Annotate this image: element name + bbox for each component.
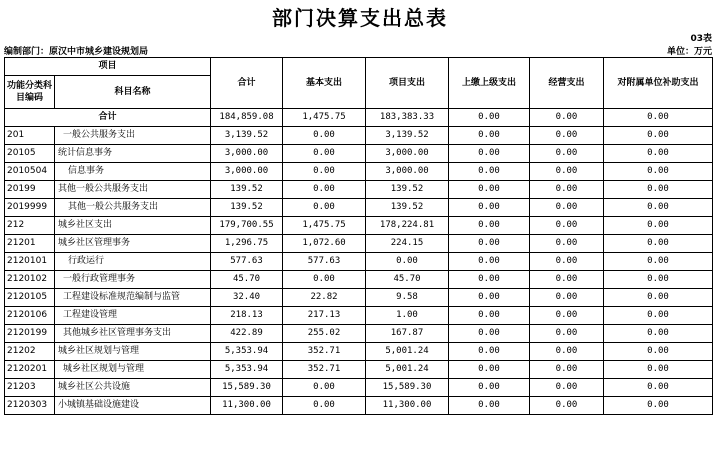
cell-subsidy: 0.00 [604, 289, 713, 307]
cell-project: 3,000.00 [366, 145, 449, 163]
cell-subsidy: 0.00 [604, 343, 713, 361]
cell-code: 2120303 [5, 397, 55, 415]
cell-basic: 0.00 [283, 181, 366, 199]
header-upper: 上缴上级支出 [449, 58, 530, 109]
cell-basic: 352.71 [283, 361, 366, 379]
cell-project: 15,589.30 [366, 379, 449, 397]
cell-code: 2120101 [5, 253, 55, 271]
cell-upper: 0.00 [449, 271, 530, 289]
cell-biz: 0.00 [530, 163, 604, 181]
cell-subsidy: 0.00 [604, 361, 713, 379]
cell-upper: 0.00 [449, 235, 530, 253]
table-row [5, 325, 713, 343]
cell-total: 422.89 [211, 325, 283, 343]
cell-total: 218.13 [211, 307, 283, 325]
cell-subsidy: 0.00 [604, 145, 713, 163]
cell-project: 0.00 [366, 253, 449, 271]
cell-code: 2019999 [5, 199, 55, 217]
cell-name: 城乡社区规划与管理 [55, 361, 211, 379]
total-label: 合计 [5, 109, 211, 127]
cell-code: 212 [5, 217, 55, 235]
cell-upper: 0.00 [449, 127, 530, 145]
cell-name: 其他一般公共服务支出 [55, 199, 211, 217]
cell-subsidy: 0.00 [604, 397, 713, 415]
cell-biz: 0.00 [530, 325, 604, 343]
cell-code: 2120106 [5, 307, 55, 325]
cell-name: 一般行政管理事务 [55, 271, 211, 289]
cell-subsidy: 0.00 [604, 235, 713, 253]
cell-biz: 0.00 [530, 379, 604, 397]
cell-upper: 0.00 [449, 199, 530, 217]
table-row [5, 361, 713, 379]
cell-name: 行政运行 [55, 253, 211, 271]
cell-total: 3,000.00 [211, 145, 283, 163]
cell-project: 178,224.81 [366, 217, 449, 235]
cell-name: 一般公共服务支出 [55, 127, 211, 145]
cell-code: 201 [5, 127, 55, 145]
cell-upper: 0.00 [449, 343, 530, 361]
cell-name: 城乡社区支出 [55, 217, 211, 235]
header-name: 科目名称 [55, 76, 211, 109]
cell-subsidy: 0.00 [604, 271, 713, 289]
header-biz: 经营支出 [530, 58, 604, 109]
cell-subsidy: 0.00 [604, 199, 713, 217]
cell-total: 45.70 [211, 271, 283, 289]
cell-upper: 0.00 [449, 379, 530, 397]
header-basic: 基本支出 [283, 58, 366, 109]
cell-code: 21201 [5, 235, 55, 253]
cell-biz: 0.00 [530, 145, 604, 163]
cell-subsidy: 0.00 [604, 307, 713, 325]
cell-basic: 0.00 [283, 271, 366, 289]
cell-project: 224.15 [366, 235, 449, 253]
table-row [5, 217, 713, 235]
table-row [5, 145, 713, 163]
cell-total: 3,139.52 [211, 127, 283, 145]
department-label: 编制部门：原汉中市城乡建设规划局 [4, 47, 149, 57]
cell-upper: 0.00 [449, 289, 530, 307]
cell-code: 20105 [5, 145, 55, 163]
table-row [5, 127, 713, 145]
table-row [5, 271, 713, 289]
header-item: 项目 [5, 58, 211, 76]
cell-code: 2010504 [5, 163, 55, 181]
cell-subsidy: 0.00 [604, 163, 713, 181]
cell-biz: 0.00 [530, 289, 604, 307]
cell-biz: 0.00 [530, 127, 604, 145]
table-row [5, 181, 713, 199]
header-code: 功能分类科目编码 [5, 76, 55, 109]
cell-upper: 0.00 [449, 325, 530, 343]
cell-upper: 0.00 [449, 397, 530, 415]
cell-biz: 0.00 [530, 253, 604, 271]
table-row [5, 289, 713, 307]
cell-code: 20199 [5, 181, 55, 199]
total-subsidy: 0.00 [604, 109, 713, 127]
header-total: 合计 [211, 58, 283, 109]
cell-total: 179,700.55 [211, 217, 283, 235]
table-row [5, 343, 713, 361]
table-row [5, 235, 713, 253]
cell-name: 城乡社区管理事务 [55, 235, 211, 253]
cell-code: 2120199 [5, 325, 55, 343]
cell-total: 11,300.00 [211, 397, 283, 415]
cell-upper: 0.00 [449, 307, 530, 325]
cell-biz: 0.00 [530, 181, 604, 199]
cell-project: 1.00 [366, 307, 449, 325]
report-meta [4, 44, 712, 57]
cell-total: 139.52 [211, 181, 283, 199]
table-row [5, 253, 713, 271]
header-project: 项目支出 [366, 58, 449, 109]
cell-total: 5,353.94 [211, 343, 283, 361]
cell-code: 21203 [5, 379, 55, 397]
cell-total: 577.63 [211, 253, 283, 271]
cell-basic: 577.63 [283, 253, 366, 271]
cell-biz: 0.00 [530, 397, 604, 415]
cell-basic: 1,475.75 [283, 217, 366, 235]
cell-name: 其他城乡社区管理事务支出 [55, 325, 211, 343]
cell-basic: 0.00 [283, 199, 366, 217]
header-subsidy: 对附属单位补助支出 [604, 58, 713, 109]
total-project: 183,383.33 [366, 109, 449, 127]
cell-project: 139.52 [366, 181, 449, 199]
expenditure-table [4, 57, 713, 415]
cell-subsidy: 0.00 [604, 181, 713, 199]
table-row [5, 163, 713, 181]
total-upper: 0.00 [449, 109, 530, 127]
unit-label: 单位：万元 [666, 47, 712, 57]
cell-total: 5,353.94 [211, 361, 283, 379]
cell-name: 工程建设管理 [55, 307, 211, 325]
cell-project: 3,139.52 [366, 127, 449, 145]
cell-total: 3,000.00 [211, 163, 283, 181]
cell-project: 5,001.24 [366, 343, 449, 361]
cell-total: 1,296.75 [211, 235, 283, 253]
cell-subsidy: 0.00 [604, 325, 713, 343]
cell-biz: 0.00 [530, 199, 604, 217]
cell-name: 其他一般公共服务支出 [55, 181, 211, 199]
table-row [5, 307, 713, 325]
cell-upper: 0.00 [449, 361, 530, 379]
cell-project: 167.87 [366, 325, 449, 343]
cell-project: 11,300.00 [366, 397, 449, 415]
total-basic: 1,475.75 [283, 109, 366, 127]
cell-name: 小城镇基础设施建设 [55, 397, 211, 415]
total-biz: 0.00 [530, 109, 604, 127]
cell-upper: 0.00 [449, 253, 530, 271]
table-row [5, 199, 713, 217]
cell-biz: 0.00 [530, 271, 604, 289]
table-row [5, 397, 713, 415]
cell-biz: 0.00 [530, 343, 604, 361]
cell-project: 5,001.24 [366, 361, 449, 379]
cell-name: 城乡社区公共设施 [55, 379, 211, 397]
form-number: 03表 [690, 34, 712, 44]
cell-total: 139.52 [211, 199, 283, 217]
cell-name: 统计信息事务 [55, 145, 211, 163]
cell-code: 2120105 [5, 289, 55, 307]
cell-basic: 0.00 [283, 397, 366, 415]
cell-project: 45.70 [366, 271, 449, 289]
cell-upper: 0.00 [449, 217, 530, 235]
cell-basic: 217.13 [283, 307, 366, 325]
cell-basic: 0.00 [283, 379, 366, 397]
cell-basic: 352.71 [283, 343, 366, 361]
cell-upper: 0.00 [449, 181, 530, 199]
table-row [5, 379, 713, 397]
cell-subsidy: 0.00 [604, 253, 713, 271]
cell-name: 工程建设标准规范编制与监管 [55, 289, 211, 307]
cell-basic: 0.00 [283, 127, 366, 145]
cell-basic: 0.00 [283, 163, 366, 181]
cell-biz: 0.00 [530, 361, 604, 379]
cell-upper: 0.00 [449, 145, 530, 163]
cell-total: 32.40 [211, 289, 283, 307]
cell-code: 2120102 [5, 271, 55, 289]
cell-biz: 0.00 [530, 307, 604, 325]
cell-subsidy: 0.00 [604, 127, 713, 145]
cell-basic: 22.82 [283, 289, 366, 307]
cell-upper: 0.00 [449, 163, 530, 181]
cell-basic: 255.02 [283, 325, 366, 343]
cell-code: 21202 [5, 343, 55, 361]
cell-basic: 0.00 [283, 145, 366, 163]
total-row [5, 109, 713, 127]
cell-name: 城乡社区规划与管理 [55, 343, 211, 361]
cell-subsidy: 0.00 [604, 217, 713, 235]
cell-biz: 0.00 [530, 235, 604, 253]
cell-project: 9.58 [366, 289, 449, 307]
cell-basic: 1,072.60 [283, 235, 366, 253]
cell-name: 信息事务 [55, 163, 211, 181]
page-title: 部门决算支出总表 [272, 6, 448, 30]
cell-total: 15,589.30 [211, 379, 283, 397]
total-total: 184,859.08 [211, 109, 283, 127]
cell-project: 3,000.00 [366, 163, 449, 181]
cell-biz: 0.00 [530, 217, 604, 235]
cell-code: 2120201 [5, 361, 55, 379]
cell-subsidy: 0.00 [604, 379, 713, 397]
cell-project: 139.52 [366, 199, 449, 217]
